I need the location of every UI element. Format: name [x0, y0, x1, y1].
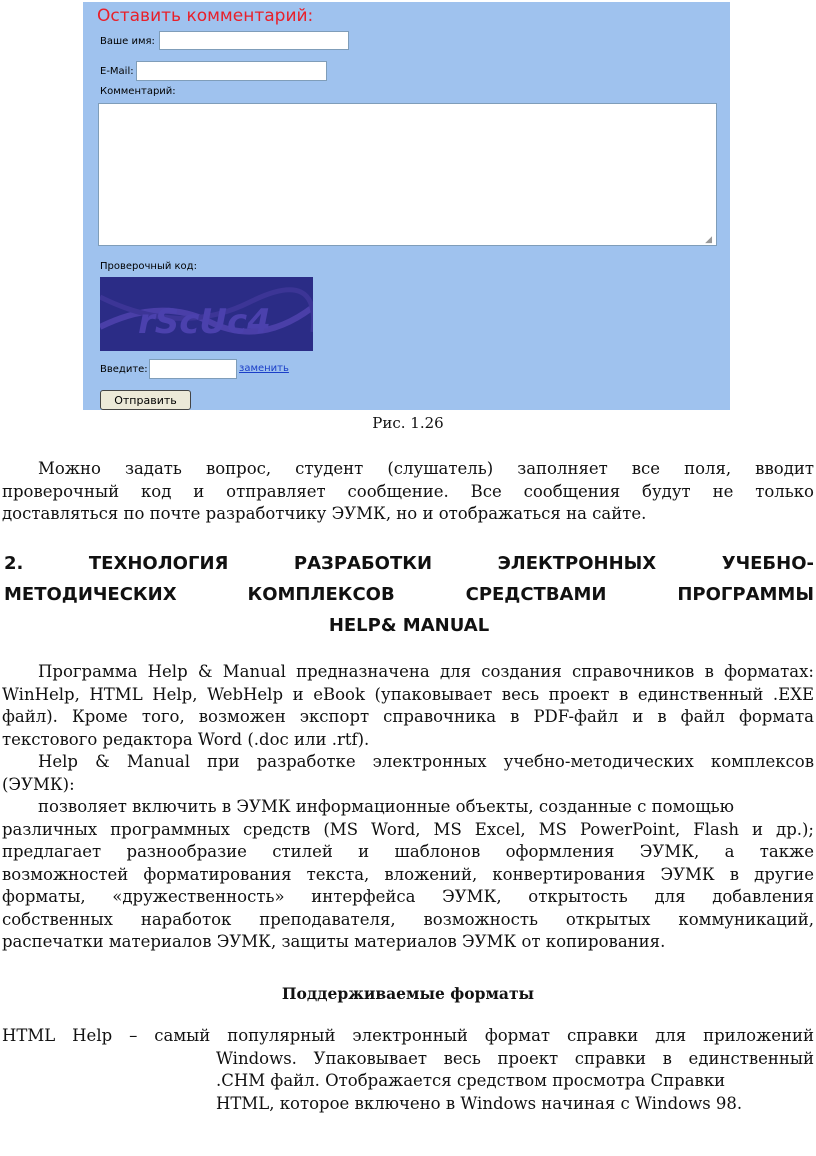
text-line: .CHM файл. Отображается средством просмотра Справки	[216, 1071, 726, 1090]
text-line: Windows. Упаковывает весь проект справки в единственный	[216, 1048, 814, 1068]
body-text	[2, 661, 814, 954]
comment-form-screenshot	[83, 2, 730, 410]
text-line: проверочный код и отправляет сообщение. Все сообщения будут не только	[2, 481, 814, 501]
email-input[interactable]	[136, 61, 327, 81]
captcha-label: Проверочный код:	[100, 261, 197, 272]
name-label: Ваше имя:	[100, 36, 155, 47]
email-label: E-Mail:	[100, 66, 134, 77]
text-line: Help & Manual при разработке электронных учебно-методических комплексов	[38, 752, 814, 771]
text-line: файл). Кроме того, возможен экспорт справочника в PDF-файл и в файл формата	[2, 707, 814, 726]
text-line: различных программных средств (MS Word, MS Excel, MS PowerPoint, Flash и др.);	[2, 819, 814, 839]
text-line: форматы, «дружественность» интерфейса ЭУМК, открытость для добавления	[2, 887, 814, 906]
text-line: Можно задать вопрос, студент (слушатель) заполняет все поля, вводит	[38, 459, 814, 478]
text-line: HTML, которое включено в Windows начиная с Windows 98.	[216, 1093, 743, 1113]
intro-paragraph	[2, 458, 814, 526]
text-line: возможностей форматирования текста, вложений, конвертирования ЭУМК в другие	[2, 864, 814, 884]
comment-label: Комментарий:	[100, 86, 176, 97]
formats-subheading: Поддерживаемые форматы	[281, 984, 535, 1003]
comment-textarea[interactable]	[98, 103, 717, 246]
section-heading	[4, 548, 814, 641]
text-line: собственных наработок преподавателя, возможность открытых коммуникаций,	[2, 909, 814, 929]
text-line: предлагает разнообразие стилей и шаблонов оформления ЭУМК, а также	[2, 842, 814, 861]
captcha-text: rScUc4	[138, 302, 271, 342]
submit-button[interactable]: Отправить	[100, 390, 191, 410]
resize-grip-icon[interactable]: ◢	[705, 235, 712, 245]
name-input[interactable]	[159, 31, 349, 50]
heading-line: HELP& MANUAL	[328, 615, 490, 636]
captcha-input[interactable]	[149, 359, 237, 379]
text-line: WinHelp, HTML Help, WebHelp и eBook (упаковывает весь проект в единственный .EXE	[2, 684, 814, 704]
format-entry	[2, 1025, 814, 1115]
form-title: Оставить комментарий:	[97, 6, 314, 26]
text-line: позволяет включить в ЭУМК информационные объекты, созданные с помощью	[38, 797, 735, 816]
heading-line: 2. ТЕХНОЛОГИЯ РАЗРАБОТКИ ЭЛЕКТРОННЫХ УЧЕБНО-	[4, 553, 814, 574]
figure-caption: Рис. 1.26	[372, 414, 444, 432]
text-line: HTML Help – самый популярный электронный формат справки для приложений	[2, 1026, 814, 1045]
text-line: доставляться по почте разработчику ЭУМК, но и отображаться на сайте.	[2, 504, 647, 523]
heading-line: МЕТОДИЧЕСКИХ КОМПЛЕКСОВ СРЕДСТВАМИ ПРОГРАММЫ	[4, 584, 814, 605]
text-line: текстового редактора Word (.doc или .rtf).	[2, 729, 370, 749]
captcha-image	[100, 277, 313, 351]
text-line: распечатки материалов ЭУМК, защиты материалов ЭУМК от копирования.	[2, 932, 666, 951]
change-captcha-link[interactable]: заменить	[239, 363, 289, 374]
text-line: Программа Help & Manual предназначена для создания справочников в форматах:	[38, 662, 814, 681]
captcha-enter-label: Введите:	[100, 364, 148, 375]
text-line: (ЭУМК):	[2, 774, 75, 794]
